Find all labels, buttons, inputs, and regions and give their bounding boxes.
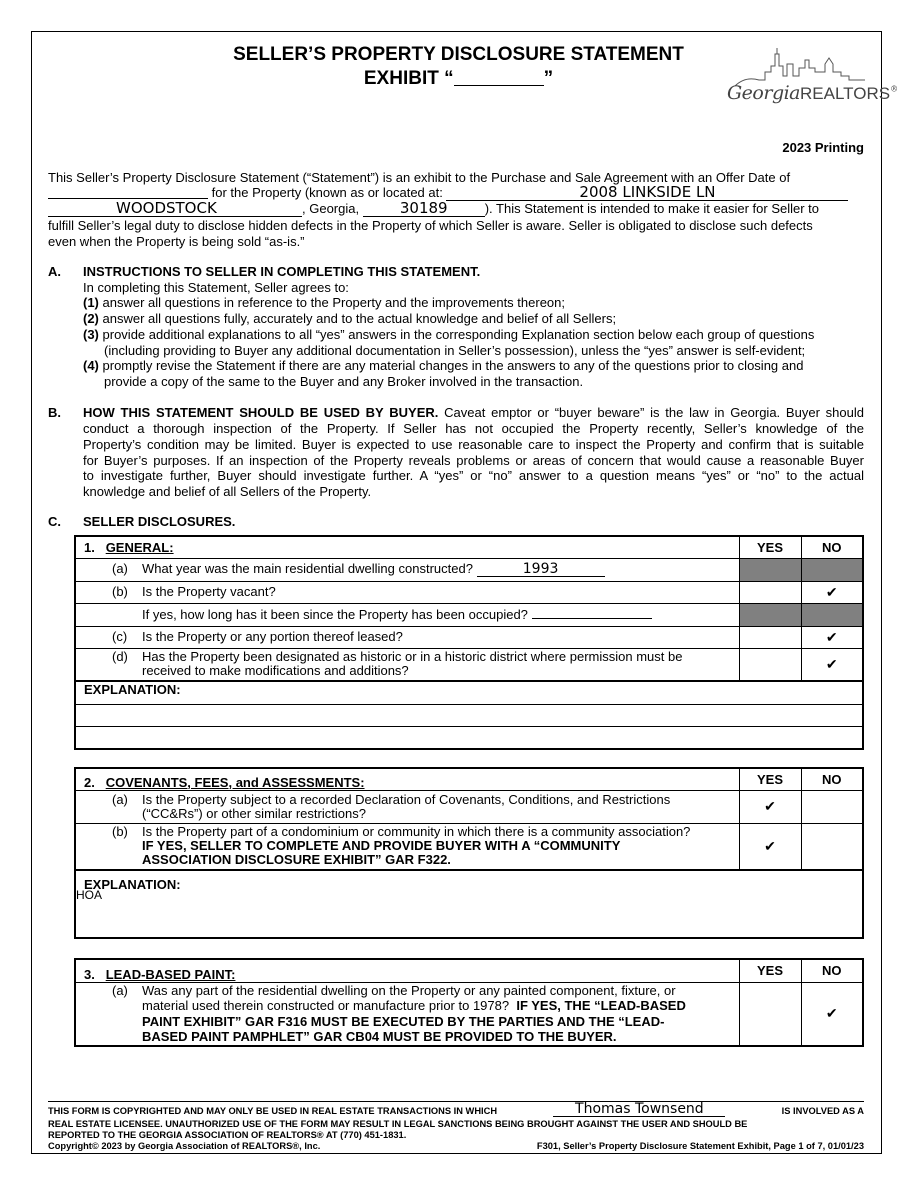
yes-cell-disabled: [739, 603, 801, 626]
section-b-line-3: Property’s condition may be limited. Buyer is expected to use reasonable care to inspect the Property and confirm that is suitable: [83, 437, 864, 452]
exhibit-prefix: EXHIBIT “: [363, 68, 454, 89]
intro-line-3: [48, 201, 864, 217]
no-checkbox[interactable]: ✔: [801, 648, 863, 681]
section-b-line-1: HOW THIS STATEMENT SHOULD BE USED BY BUYER. Caveat emptor or “buyer beware” is the law in Georgia. Buyer should: [83, 405, 864, 420]
yes-checkbox[interactable]: [739, 626, 801, 648]
question-text: Is the Property subject to a recorded Declaration of Covenants, Conditions, and Restrictions: [142, 791, 671, 807]
exhibit-suffix: ”: [543, 68, 554, 89]
section-b-line-2: conduct a thorough inspection of the Property. If Seller has not occupied the Property recently, Seller’s knowledge of the: [83, 421, 864, 436]
vacancy-duration-field[interactable]: [532, 607, 652, 619]
licensee-field[interactable]: Thomas Townsend: [553, 1102, 725, 1117]
zip-field[interactable]: 30189: [363, 201, 485, 217]
intro-line-5: even when the Property is being sold “as-is.”: [48, 234, 305, 249]
printing-year: 2023 Printing: [782, 140, 864, 155]
general-table: [74, 535, 864, 750]
intro-line-4: fulfill Seller’s legal duty to disclose hidden defects in the Property of which Seller is aware. Seller is obligated to disclose such defects: [48, 218, 813, 233]
yes-checkbox[interactable]: ✔: [739, 823, 801, 870]
intro-line-1: This Seller’s Property Disclosure Statement (“Statement”) is an exhibit to the Purchase and Sale Agreement with an Offer Date of: [48, 170, 791, 185]
section-a-item-3: (3) provide additional explanations to all “yes” answers in the corresponding Explanation section below each group of questions: [83, 327, 815, 342]
section-a-lead: In completing this Statement, Seller agrees to:: [83, 280, 349, 295]
yes-checkbox[interactable]: [739, 982, 801, 1046]
footer-line-4: [48, 1141, 864, 1153]
no-header: NO: [801, 536, 863, 558]
exhibit-letter-field[interactable]: [454, 69, 544, 86]
section-a-letter: A.: [48, 264, 61, 279]
no-header: NO: [801, 959, 863, 982]
no-cell-disabled: [801, 558, 863, 581]
yes-checkbox[interactable]: [739, 648, 801, 681]
yes-checkbox[interactable]: ✔: [739, 790, 801, 823]
section-b-letter: B.: [48, 405, 61, 420]
section-a-item-2: (2) answer all questions fully, accurately and to the actual knowledge and belief of all Sellers;: [83, 311, 617, 326]
footer-line-3: REPORTED TO THE GEORGIA ASSOCIATION OF REALTORS® AT (770) 451-1831.: [48, 1130, 407, 1140]
offer-date-field[interactable]: [48, 185, 208, 199]
section-c-letter: C.: [48, 514, 61, 529]
question-row: (d) Has the Property been designated as historic or in a historic district where permission must be received to make modifications and additions? ✔: [75, 648, 863, 681]
question-row: [75, 603, 863, 626]
covenants-table: [74, 767, 864, 939]
section-c-heading: SELLER DISCLOSURES.: [83, 514, 236, 529]
section-a-item-4: (4) promptly revise the Statement if there are any material changes in the answers to any of the questions prior to closing and: [83, 358, 804, 373]
yes-header: YES: [739, 536, 801, 558]
yes-header: YES: [739, 959, 801, 982]
section-a-item-3-cont: (including providing to Buyer any additional documentation in Seller’s possession), unless the “yes” answer is self-evident;: [104, 343, 806, 358]
covenants-explanation[interactable]: [75, 870, 863, 938]
question-text: What year was the main residential dwelling constructed?: [142, 561, 473, 576]
copyright: Copyright© 2023 by Georgia Association of REALTORS®, Inc.: [48, 1141, 321, 1151]
logo-wordmark: GeorgiaREALTORS®: [727, 82, 898, 104]
section-a-item-4-cont: provide a copy of the same to the Buyer and any Broker involved in the transaction.: [104, 374, 584, 389]
no-checkbox[interactable]: ✔: [801, 581, 863, 603]
no-cell-disabled: [801, 603, 863, 626]
no-checkbox[interactable]: [801, 790, 863, 823]
section-b-line-4: for Buyer’s purposes. If an inspection of the Property reveals problems or areas of concern that would cause a reasonable Buyer: [83, 453, 864, 468]
intro-georgia: , Georgia,: [302, 201, 360, 216]
explanation-text: HOA: [76, 888, 103, 902]
footer-line-2: REAL ESTATE LICENSEE. UNAUTHORIZED USE OF THE FORM MAY RESULT IN LEGAL SANCTIONS BEING BROUGHT AGAINST THE USER AND SHOULD BE: [48, 1119, 748, 1129]
intro-purpose: ). This Statement is intended to make it easier for Seller to: [484, 201, 820, 216]
covenants-heading: 2. COVENANTS, FEES, and ASSESSMENTS:: [75, 768, 739, 790]
explanation-line[interactable]: [75, 726, 863, 749]
question-text: Has the Property been designated as historic or in a historic district where permission must be: [142, 649, 683, 665]
yes-cell-disabled: [739, 558, 801, 581]
question-row: (c) Is the Property or any portion thereof leased? ✔: [75, 626, 863, 648]
intro-property-text: for the Property (known as or located at:: [211, 185, 443, 200]
question-text: Was any part of the residential dwelling on the Property or any painted component, fixture, or: [142, 982, 676, 998]
question-row: (b) Is the Property vacant? ✔: [75, 581, 863, 603]
year-built-field[interactable]: 1993: [477, 563, 605, 577]
section-b-line-5: to investigate further, Buyer should investigate further. A “yes” or “no” answer to a question means “yes” or “no” to the actual: [83, 468, 864, 483]
explanation-label: EXPLANATION:: [75, 681, 863, 704]
question-row: (a) What year was the main residential dwelling constructed? 1993: [75, 558, 863, 581]
georgia-realtors-logo: [725, 46, 898, 116]
question-text: If yes, how long has it been since the Property has been occupied?: [142, 607, 528, 622]
no-header: NO: [801, 768, 863, 790]
form-id: F301, Seller’s Property Disclosure Statement Exhibit, Page 1 of 7, 01/01/23: [536, 1141, 864, 1151]
lead-paint-heading: 3. LEAD-BASED PAINT:: [75, 959, 739, 982]
explanation-line[interactable]: [75, 704, 863, 726]
form-title: SELLER’S PROPERTY DISCLOSURE STATEMENT: [233, 44, 684, 65]
question-row: (a) Was any part of the residential dwelling on the Property or any painted component, fixture, or material used therein constructed or manufacture prior to 1978? IF YES, THE “LEAD-BASED PAINT EXHIBIT” GAR F316 MUST BE EXECUTED BY THE PARTIES AND THE “LEAD- BASED PAINT PAMPHLET” GAR CB04 MUST BE PROVIDED TO THE BUYER. ✔: [75, 982, 863, 1046]
explanation-label: EXPLANATION:: [84, 877, 181, 892]
section-b-line-6: knowledge and belief of all Sellers of the Property.: [83, 484, 372, 499]
question-text: Is the Property or any portion thereof leased?: [142, 629, 403, 644]
general-heading: 1. GENERAL:: [75, 536, 739, 558]
section-a-heading: INSTRUCTIONS TO SELLER IN COMPLETING THIS STATEMENT.: [83, 264, 481, 279]
question-text: Is the Property vacant?: [142, 584, 276, 599]
yes-checkbox[interactable]: [739, 581, 801, 603]
section-b-heading: HOW THIS STATEMENT SHOULD BE USED BY BUYER.: [83, 405, 439, 420]
yes-header: YES: [739, 768, 801, 790]
no-checkbox[interactable]: ✔: [801, 626, 863, 648]
address-field[interactable]: 2008 LINKSIDE LN: [446, 185, 848, 201]
no-checkbox[interactable]: [801, 823, 863, 870]
city-field[interactable]: WOODSTOCK: [48, 201, 302, 217]
question-text: Is the Property part of a condominium or community in which there is a community association?: [142, 824, 691, 840]
footer-line-1: THIS FORM IS COPYRIGHTED AND MAY ONLY BE USED IN REAL ESTATE TRANSACTIONS IN WHICH Thomas Townsend IS INVOLVED AS A: [48, 1101, 864, 1117]
section-a-item-1: (1) answer all questions in reference to the Property and the improvements thereon;: [83, 295, 565, 310]
lead-paint-table: [74, 958, 864, 1047]
question-row: (b) Is the Property part of a condominium or community in which there is a community association? IF YES, SELLER TO COMPLETE AND PROVIDE BUYER WITH A “COMMUNITY ASSOCIATION DISCLOSURE EXHIBIT” GAR F322. ✔: [75, 823, 863, 870]
no-checkbox[interactable]: ✔: [801, 982, 863, 1046]
question-row: (a) Is the Property subject to a recorded Declaration of Covenants, Conditions, and Restrictions (“CC&Rs”) or other similar restrictions? ✔: [75, 790, 863, 823]
